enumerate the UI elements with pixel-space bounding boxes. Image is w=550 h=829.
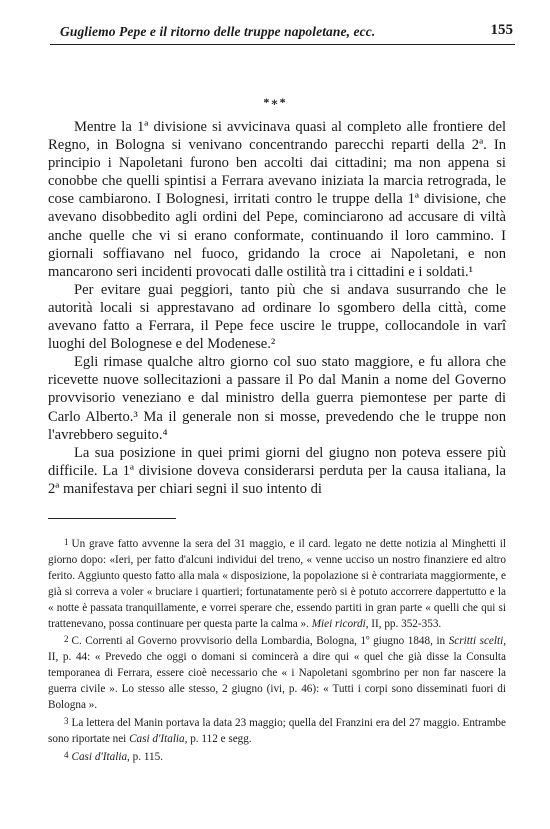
page-number: 155 [490, 22, 513, 38]
running-title: Gugliemo Pepe e il ritorno delle truppe napoletane, ecc. [60, 24, 376, 39]
footnote-tail: II, p. 44: « Prevedo che oggi o domani si comincerà a dire qui « quel che già disse la Consulta temporanea di Ferrara, essere cioè necessario che « i Napoletani sgombrino per non far nascere la guerra civile ». Lo stesso alle stesso, 2 giugno (ivi, p. 46): « Tutti i corpi sono disseminati fuori di Bologna ». [48, 651, 506, 712]
section-asterism: *∗* [263, 95, 287, 109]
footnote-reference: Casi d'Italia, [71, 750, 130, 763]
paragraph: Per evitare guai peggiori, tanto più che si andava susurrando che le autorità locali si apprestavano ad ordinare lo sgombero della città, come avevano fatto a Ferrara, il Pepe fece uscire le truppe, collocandole in varî luoghi del Bolognese e del Modenese.² [48, 281, 506, 353]
footnote [48, 535, 506, 632]
footnotes [48, 535, 506, 766]
footnote-marker: 4 [64, 749, 69, 760]
footnote-text: C. Correnti al Governo provvisorio della Lombardia, Bologna, 1º giugno 1848, in [71, 635, 446, 648]
main-text [48, 118, 506, 498]
paragraph: Mentre la 1ª divisione si avvicinava quasi al completo alle frontiere del Regno, in Bologna si venivano concentrando parecchi reparti della 2ª. In principio i Napoletani furono ben accolti dai cittadini; ma non appena si conobbe che quelli spintisi a Ferrara avevano iniziata la marcia retrograda, le cose cambiarono. I Bolognesi, irritati contro le truppe della 1ª divisione, che avevano disobbedito agli ordini del Pepe, cominciarono ad accusare di viltà anche quelle che vi si erano conformate, continuando il loro cammino. I giornali soffiavano nel fuoco, gridando la croce ai Napoletani, e non mancarono seri incidenti provocati dalle ostilità tra i cittadini e i soldati.¹ [48, 119, 506, 280]
footnote-tail: II, pp. 352-353. [371, 617, 442, 630]
footnote-marker: 1 [64, 537, 69, 547]
footnote-tail: p. 112 e segg. [190, 732, 252, 745]
footnote [48, 632, 506, 714]
footnote-tail: p. 115. [132, 750, 163, 763]
footnote-text: La lettera del Manin portava la data 23 maggio; quella del Franzini era del 27 maggio. Entrambe sono riportate nei [48, 716, 506, 745]
page-header [50, 22, 515, 45]
footnote [48, 748, 506, 766]
paragraph: Egli rimase qualche altro giorno col suo stato maggiore, e fu allora che ricevette nuove sollecitazioni a passare il Po dal Manin a nome del Governo provvisorio veneziano e dal ministro della guerra piemontese per parte di Carlo Alberto.³ Ma il generale non si mosse, prevedendo che le truppe non l'avrebbero seguito.⁴ [48, 354, 506, 443]
footnote-marker: 3 [64, 715, 69, 726]
footnote-reference: Scritti scelti, [448, 635, 506, 648]
footnote-rule [48, 518, 176, 519]
footnote-reference: Casi d'Italia, [129, 732, 188, 745]
paragraph: La sua posizione in quei primi giorni del giugno non poteva essere più difficile. La 1ª divisione doveva considerarsi perduta per la causa italiana, la 2ª manifestava per chiari segni il suo intento di [48, 444, 506, 497]
footnote-reference: Miei ricordi, [311, 617, 369, 630]
footnote-marker: 2 [64, 634, 69, 645]
footnote-text: Un grave fatto avvenne la sera del 31 maggio, e il card. legato ne dette notizia al Minghetti il giorno dopo: «Ieri, per fatto d'alcuni individui del treno, « venne ucciso un nostro finanziere ed altro ferito. Aggiunto questo fatto alla mala « disposizione, la popolazione si è contrariata maggiormente, e già si correva a voler « bruciare i quartieri; fortunatamente però si è potuto accorrere dappertutto e la « notte è passata tranquillamente, e vorrei sperare che, essendo partiti in gran parte « quelli che qui si trattenevano, possa continuare per questa parte la calma ». [48, 538, 506, 630]
footnote [48, 714, 506, 748]
